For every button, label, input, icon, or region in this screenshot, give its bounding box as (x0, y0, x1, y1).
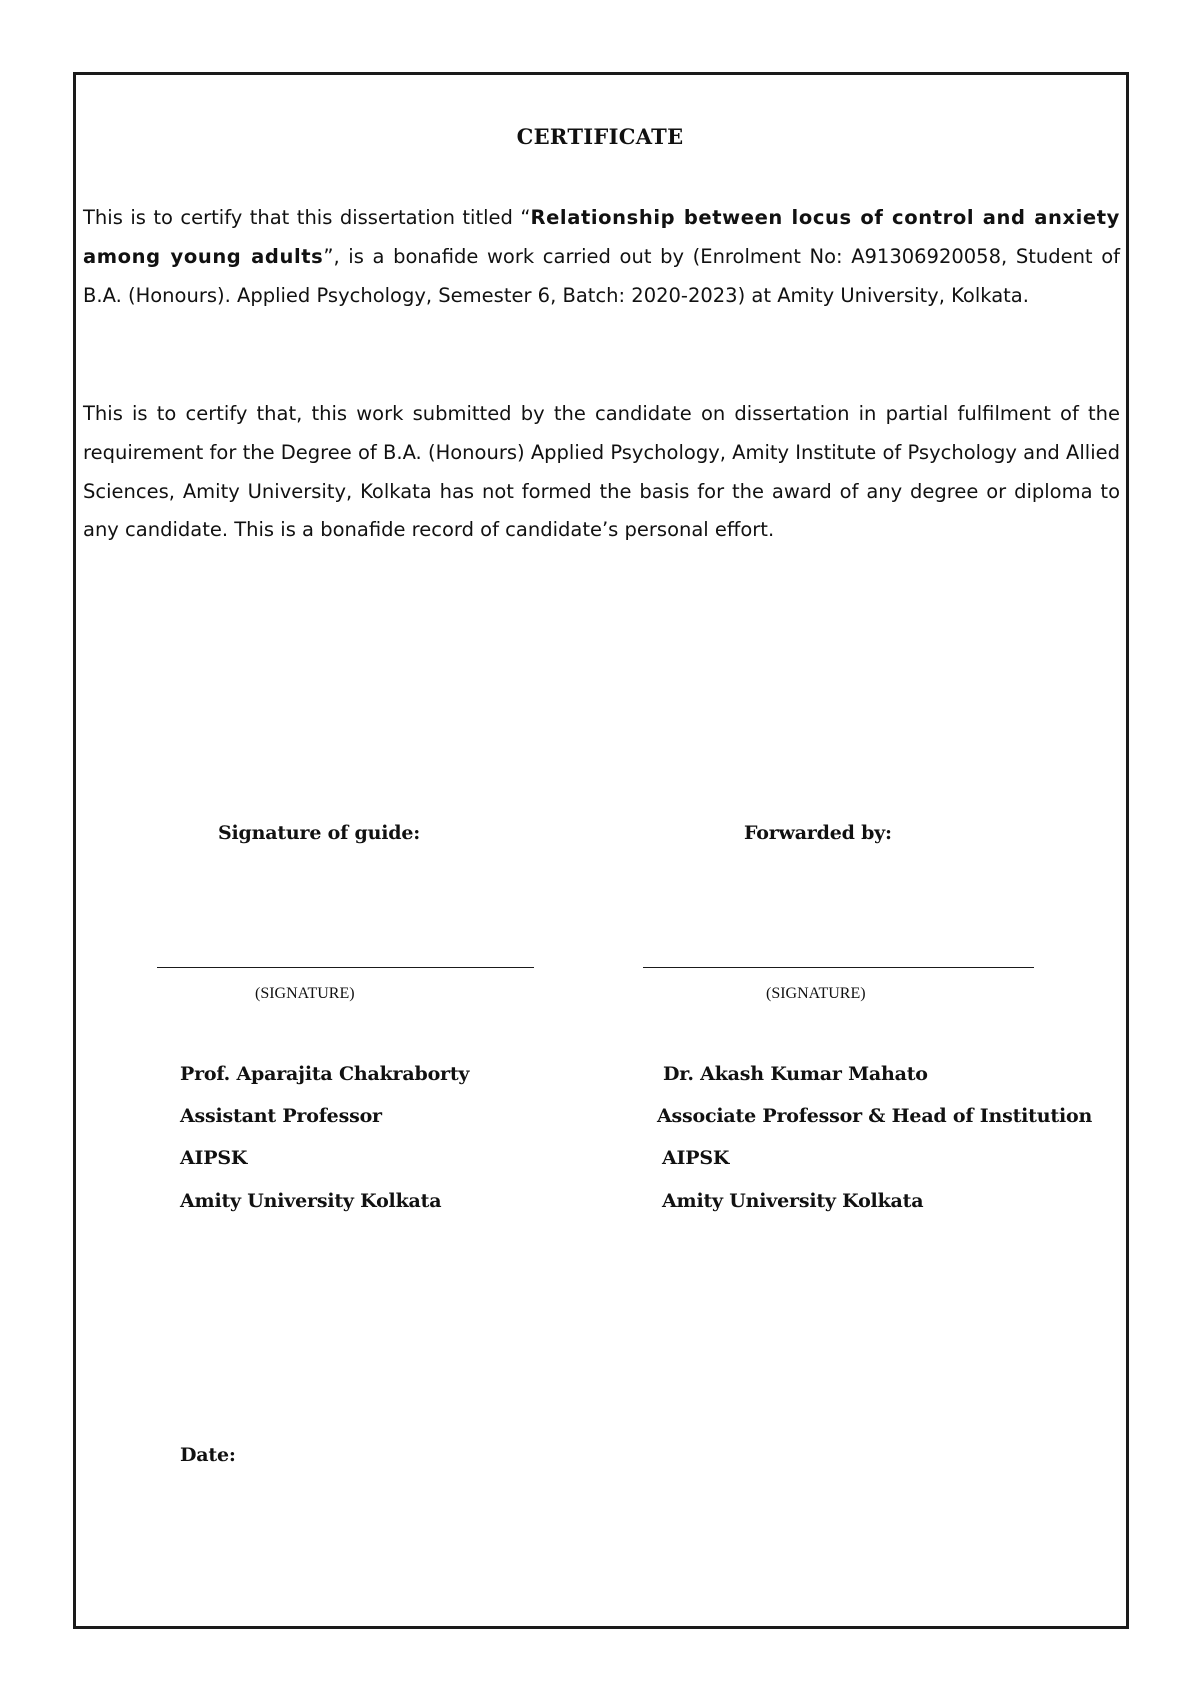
forwarder-name: Dr. Akash Kumar Mahato (663, 1063, 928, 1085)
para1-intro: This is to certify that this dissertation titled “ (83, 206, 531, 229)
forwarder-university: Amity University Kolkata (662, 1190, 924, 1212)
certification-paragraph-1 (83, 199, 1120, 315)
guide-designation: Assistant Professor (180, 1105, 382, 1127)
forwarder-designation: Associate Professor & Head of Institution (657, 1105, 1093, 1127)
guide-institute: AIPSK (180, 1147, 248, 1169)
certification-paragraph-2: This is to certify that, this work submitted by the candidate on dissertation in partial fulfilment of the requirement for the Degree of B.A. (Honours) Applied Psychology, Amity Institute of Psychology and Allied Sciences, Amity University, Kolkata has not formed the basis for the award of any degree or diploma to any candidate. This is a bonafide record of candidate’s personal effort. (83, 402, 1120, 542)
certificate-title: CERTIFICATE (516, 124, 684, 149)
guide-signature-caption: (SIGNATURE) (255, 985, 355, 1002)
forwarder-signature-caption: (SIGNATURE) (766, 985, 866, 1002)
guide-name: Prof. Aparajita Chakraborty (180, 1063, 470, 1085)
forwarded-by-heading: Forwarded by: (744, 822, 892, 844)
forwarder-institute: AIPSK (662, 1147, 730, 1169)
dissertation-title: Relationship between locus of control and anxiety among young adults (83, 206, 1120, 268)
guide-signature-line (157, 967, 534, 968)
guide-signature-heading: Signature of guide: (218, 822, 421, 844)
para1-rest: ”, is a bonafide work carried out by (Enrolment No: A91306920058, Student of B.A. (Honours). Applied Psychology, Semester 6, Batch: 2020-2023) at Amity University, Kolkata. (83, 244, 1120, 307)
guide-university: Amity University Kolkata (180, 1190, 442, 1212)
date-label: Date: (180, 1444, 236, 1466)
forwarder-signature-line (643, 967, 1034, 968)
